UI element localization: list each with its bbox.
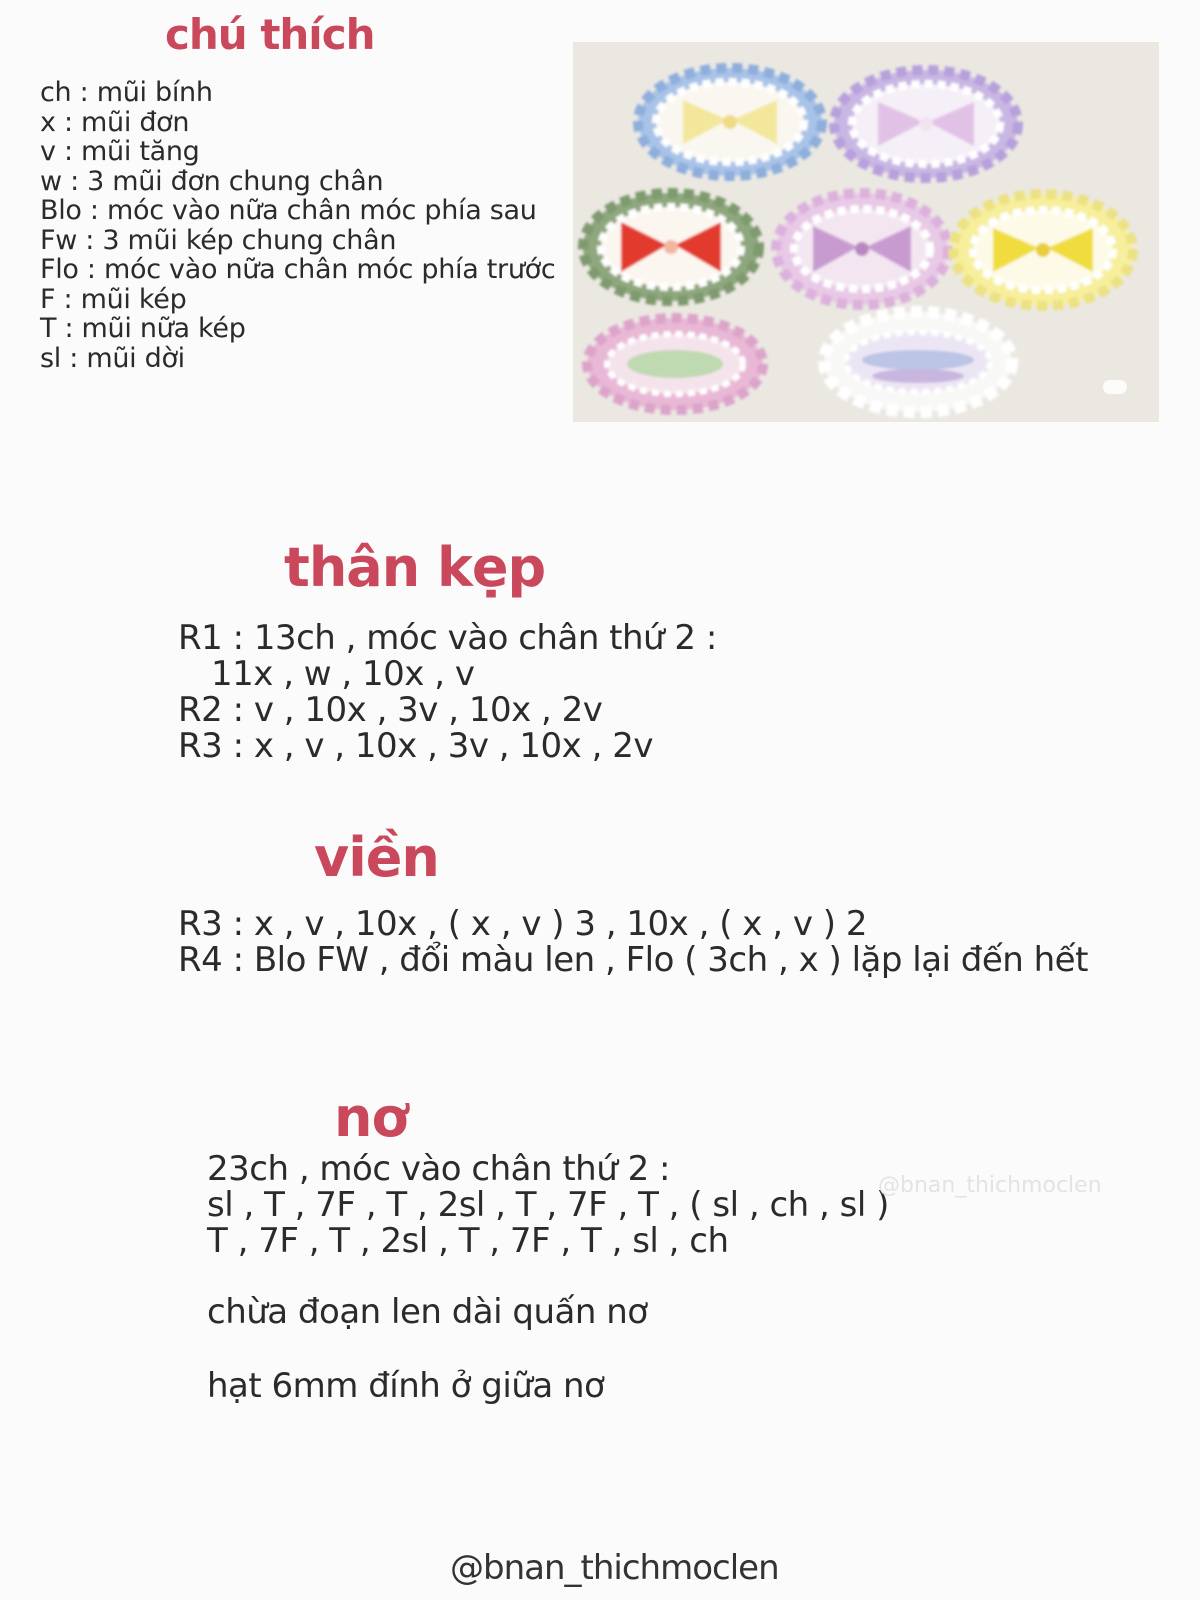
watermark-text: @bnan_thichmoclen <box>878 1173 1102 1198</box>
watermark-logo-icon <box>1103 380 1127 394</box>
clip-pink-purple-bow-icon <box>776 193 948 305</box>
instruction-line: sl , T , 7F , T , 2sl , T , 7F , T , ( sl , ch , sl ) <box>207 1185 889 1225</box>
clip-green-red-bow-icon <box>583 193 759 301</box>
instruction-line: R2 : v , 10x , 3v , 10x , 2v <box>178 690 603 730</box>
footer-handle: @bnan_thichmoclen <box>450 1548 779 1588</box>
instruction-line: 23ch , móc vào chân thứ 2 : <box>207 1149 670 1189</box>
legend-item: Blo : móc vào nữa chân móc phía sau <box>40 195 537 226</box>
legend-item: x : mũi đơn <box>40 106 190 138</box>
bow-note-bead: hạt 6mm đính ở giữa nơ <box>207 1366 605 1406</box>
legend-item: Flo : móc vào nữa chân móc phía trước <box>40 254 556 285</box>
clip-pink-stripe-icon <box>587 318 763 410</box>
legend-item: sl : mũi dời <box>40 342 185 374</box>
legend-item: v : mũi tăng <box>40 136 200 167</box>
border-instructions <box>178 906 1088 978</box>
instruction-line: T , 7F , T , 2sl , T , 7F , T , sl , ch <box>207 1221 729 1261</box>
bow-instructions <box>207 1151 889 1259</box>
clip-yellow-bow-icon <box>953 194 1133 306</box>
bow-note-yarn: chừa đoạn len dài quấn nơ <box>207 1292 648 1332</box>
body-section-title: thân kẹp <box>284 536 546 599</box>
legend-item: F : mũi kép <box>40 283 187 315</box>
clip-lilac-pink-bow-icon <box>834 70 1018 178</box>
clip-white-lilac-stripe-icon <box>824 312 1012 412</box>
instruction-line: R3 : x , v , 10x , ( x , v ) 3 , 10x , ( x , v ) 2 <box>178 904 867 944</box>
instruction-line: R1 : 13ch , móc vào chân thứ 2 : <box>178 618 717 658</box>
legend-item: w : 3 mũi đơn chung chân <box>40 165 384 197</box>
body-instructions <box>178 620 717 764</box>
instruction-line: 11x , w , 10x , v <box>211 654 475 694</box>
legend-item: ch : mũi bính <box>40 77 213 108</box>
legend-title: chú thích <box>165 10 375 59</box>
instruction-line: R4 : Blo FW , đổi màu len , Flo ( 3ch , x ) lặp lại đến hết <box>178 940 1088 980</box>
bow-section-title: nơ <box>334 1086 408 1149</box>
stitch-legend-list <box>40 78 555 373</box>
border-section-title: viền <box>314 826 439 889</box>
legend-item: Fw : 3 mũi kép chung chân <box>40 224 397 256</box>
crochet-hair-clips-photo <box>573 42 1159 422</box>
clip-blue-yellow-bow-icon <box>638 68 822 176</box>
instruction-line: R3 : x , v , 10x , 3v , 10x , 2v <box>178 726 653 766</box>
legend-item: T : mũi nữa kép <box>40 313 246 344</box>
